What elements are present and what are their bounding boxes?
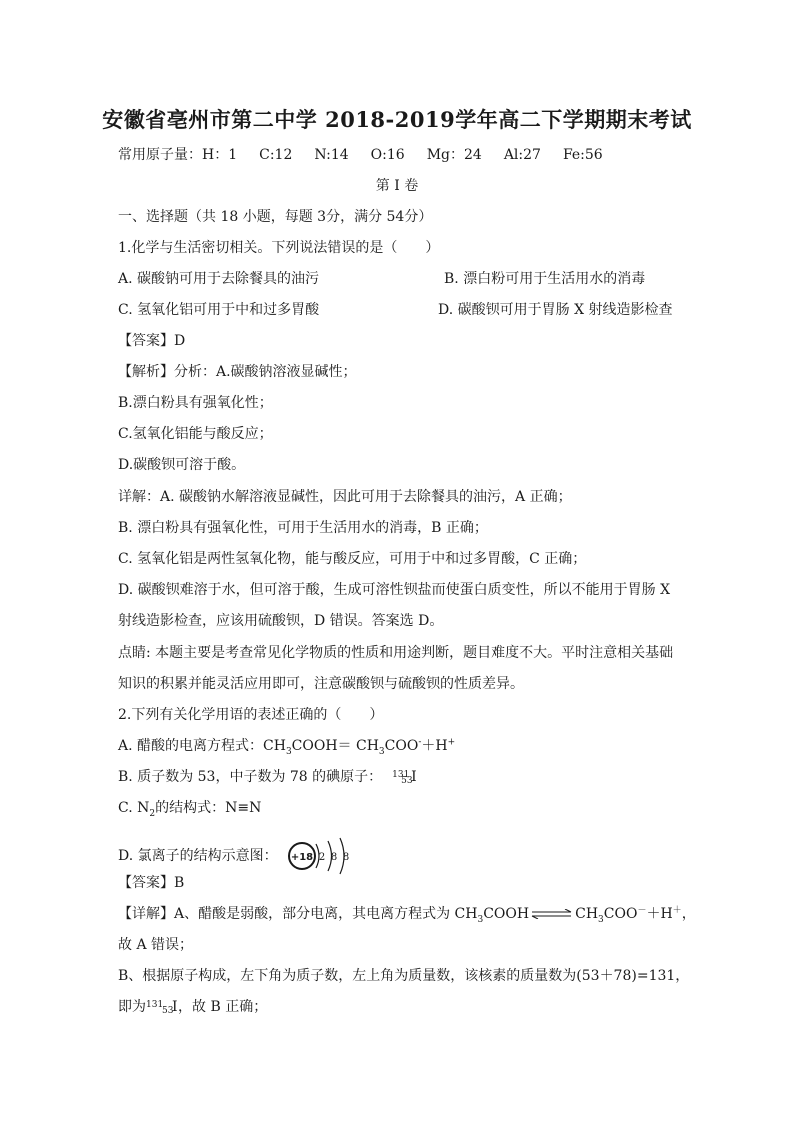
mass-number: 131 xyxy=(392,770,410,780)
atomic-mass-n: N:14 xyxy=(314,147,349,163)
q1-analysis-d: D.碳酸钡可溶于酸。 xyxy=(118,457,246,473)
q2-detail-text: COO xyxy=(603,906,638,922)
q2-detail-line2: 故 A 错误； xyxy=(118,937,194,953)
q2-detail-line4 xyxy=(118,997,267,1017)
q2-detail-line3: B、根据原子构成，左下角为质子数，左上角为质量数，该核素的质量数为(53＋78)=131， xyxy=(118,968,690,984)
q1-answer: 【答案】D xyxy=(118,333,186,349)
q1-option-b: B. 漂白粉可用于生活用水的消毒 xyxy=(444,271,646,287)
q1-note-line1: 点睛: 本题主要是考查常见化学物质的性质和用途判断，题目难度不大。平时注意相关基础 xyxy=(118,645,674,661)
q2-option-c-text: C. N xyxy=(118,800,150,816)
q1-option-a: A. 碳酸钠可用于去除餐具的油污 xyxy=(118,271,320,287)
q2-detail-text: ，故 B 正确； xyxy=(178,999,268,1015)
q1-detail-d-line2: 射线造影检查，应该用硫酸钡，D 错误。答案选 D。 xyxy=(118,613,444,629)
subscript: 3 xyxy=(378,746,385,757)
chloride-ion-structure-diagram xyxy=(286,836,358,876)
atomic-mass-c: C:12 xyxy=(259,147,293,163)
q1-option-d: D. 碳酸钡可用于胃肠 X 射线造影检查 xyxy=(438,302,673,318)
q2-option-a xyxy=(118,736,455,756)
superscript: － xyxy=(637,905,647,916)
q2-detail-line1 xyxy=(118,904,696,924)
q1-analysis-label: 【解析】 xyxy=(118,364,174,380)
q2-detail-text: 即为 xyxy=(118,999,146,1015)
q1-detail-c: C. 氢氧化铝是两性氢氧化物，能与酸反应，可用于中和过多胃酸，C 正确； xyxy=(118,551,587,567)
superscript: - xyxy=(418,737,422,748)
superscript: + xyxy=(447,737,456,748)
q1-stem: 1.化学与生活密切相关。下列说法错误的是（ ） xyxy=(118,240,440,256)
q2-detail-label: 【详解】 xyxy=(118,906,174,922)
atomic-mass-line xyxy=(118,145,625,165)
q2-option-b-text: B. 质子数为 53，中子数为 78 的碘原子： xyxy=(118,769,383,785)
subscript: 2 xyxy=(149,808,156,819)
subscript: 3 xyxy=(477,914,484,925)
nucleus-charge: +18 xyxy=(290,852,314,863)
q1-analysis-text: 分析：A.碳酸钠溶液显碱性； xyxy=(174,364,357,380)
subscript: 3 xyxy=(285,746,292,757)
proton-number: 53 xyxy=(401,776,413,786)
q2-detail-text: ， xyxy=(681,906,696,922)
q2-answer: 【答案】B xyxy=(118,875,185,891)
q1-note-line2: 知识的积累并能灵活应用即可，注意碳酸钡与硫酸钡的性质差异。 xyxy=(118,676,524,692)
q2-detail-text: CH xyxy=(575,906,599,922)
atomic-mass-o: O:16 xyxy=(370,147,405,163)
iodine-nuclide xyxy=(146,997,178,1017)
q2-option-a-text: A. 醋酸的电离方程式：CH xyxy=(118,738,286,754)
q2-option-c xyxy=(118,798,261,818)
q1-detail-d-line1: D. 碳酸钡难溶于水，但可溶于酸，生成可溶性钡盐而使蛋白质变性，所以不能用于胃肠 X xyxy=(118,582,671,598)
q2-detail-text: A、醋酸是弱酸，部分电离，其电离方程式为 CH xyxy=(174,906,478,922)
volume-heading: 第 I 卷 xyxy=(375,178,419,194)
atomic-mass-mg: Mg：24 xyxy=(426,147,482,163)
atomic-mass-h: H：1 xyxy=(202,147,238,163)
page-title: 安徽省亳州市第二中学 2018-2019学年高二下学期期末考试 xyxy=(102,107,692,132)
shell-electrons-3: 8 xyxy=(342,852,350,863)
atomic-mass-label: 常用原子量： xyxy=(118,147,202,163)
iodine-nuclide xyxy=(392,767,426,787)
q1-option-c: C. 氢氧化铝可用于中和过多胃酸 xyxy=(118,302,320,318)
q1-detail-b: B. 漂白粉具有强氧化性，可用于生活用水的消毒，B 正确； xyxy=(118,520,488,536)
q2-option-d xyxy=(118,836,358,876)
q2-option-a-text: ＋H xyxy=(421,738,448,754)
q2-stem: 2.下列有关化学用语的表述正确的（ ） xyxy=(118,707,384,723)
element-symbol: I xyxy=(172,999,178,1015)
q1-analysis-c: C.氢氧化铝能与酸反应； xyxy=(118,426,273,442)
atomic-mass-al: Al:27 xyxy=(503,147,541,163)
q1-detail-a: 详解：A. 碳酸钠水解溶液显碱性，因此可用于去除餐具的油污，A 正确； xyxy=(118,489,572,505)
shell-electrons-1: 2 xyxy=(318,852,326,863)
element-symbol: I xyxy=(411,769,417,785)
mass-number: 131 xyxy=(146,1000,164,1010)
q2-option-a-text: COO xyxy=(384,738,419,754)
q2-option-b xyxy=(118,767,426,787)
reversible-arrow-icon xyxy=(531,909,573,919)
q2-detail-text: COOH xyxy=(483,906,530,922)
superscript: ＋ xyxy=(672,905,682,916)
proton-number: 53 xyxy=(162,1006,174,1016)
q2-detail-text: ＋H xyxy=(646,906,673,922)
q1-analysis-b: B.漂白粉具有强氧化性； xyxy=(118,395,273,411)
shell-electrons-2: 8 xyxy=(330,852,338,863)
subscript: 3 xyxy=(598,914,604,925)
section-heading: 一、选择题（共 18 小题，每题 3分，满分 54分） xyxy=(118,209,433,225)
q2-option-c-text: 的结构式：N≡N xyxy=(155,800,262,816)
q2-option-d-text: D. 氯离子的结构示意图： xyxy=(118,848,278,864)
q2-option-a-text: COOH＝ CH xyxy=(291,738,379,754)
q1-analysis xyxy=(118,362,357,382)
atomic-mass-fe: Fe:56 xyxy=(562,147,603,163)
